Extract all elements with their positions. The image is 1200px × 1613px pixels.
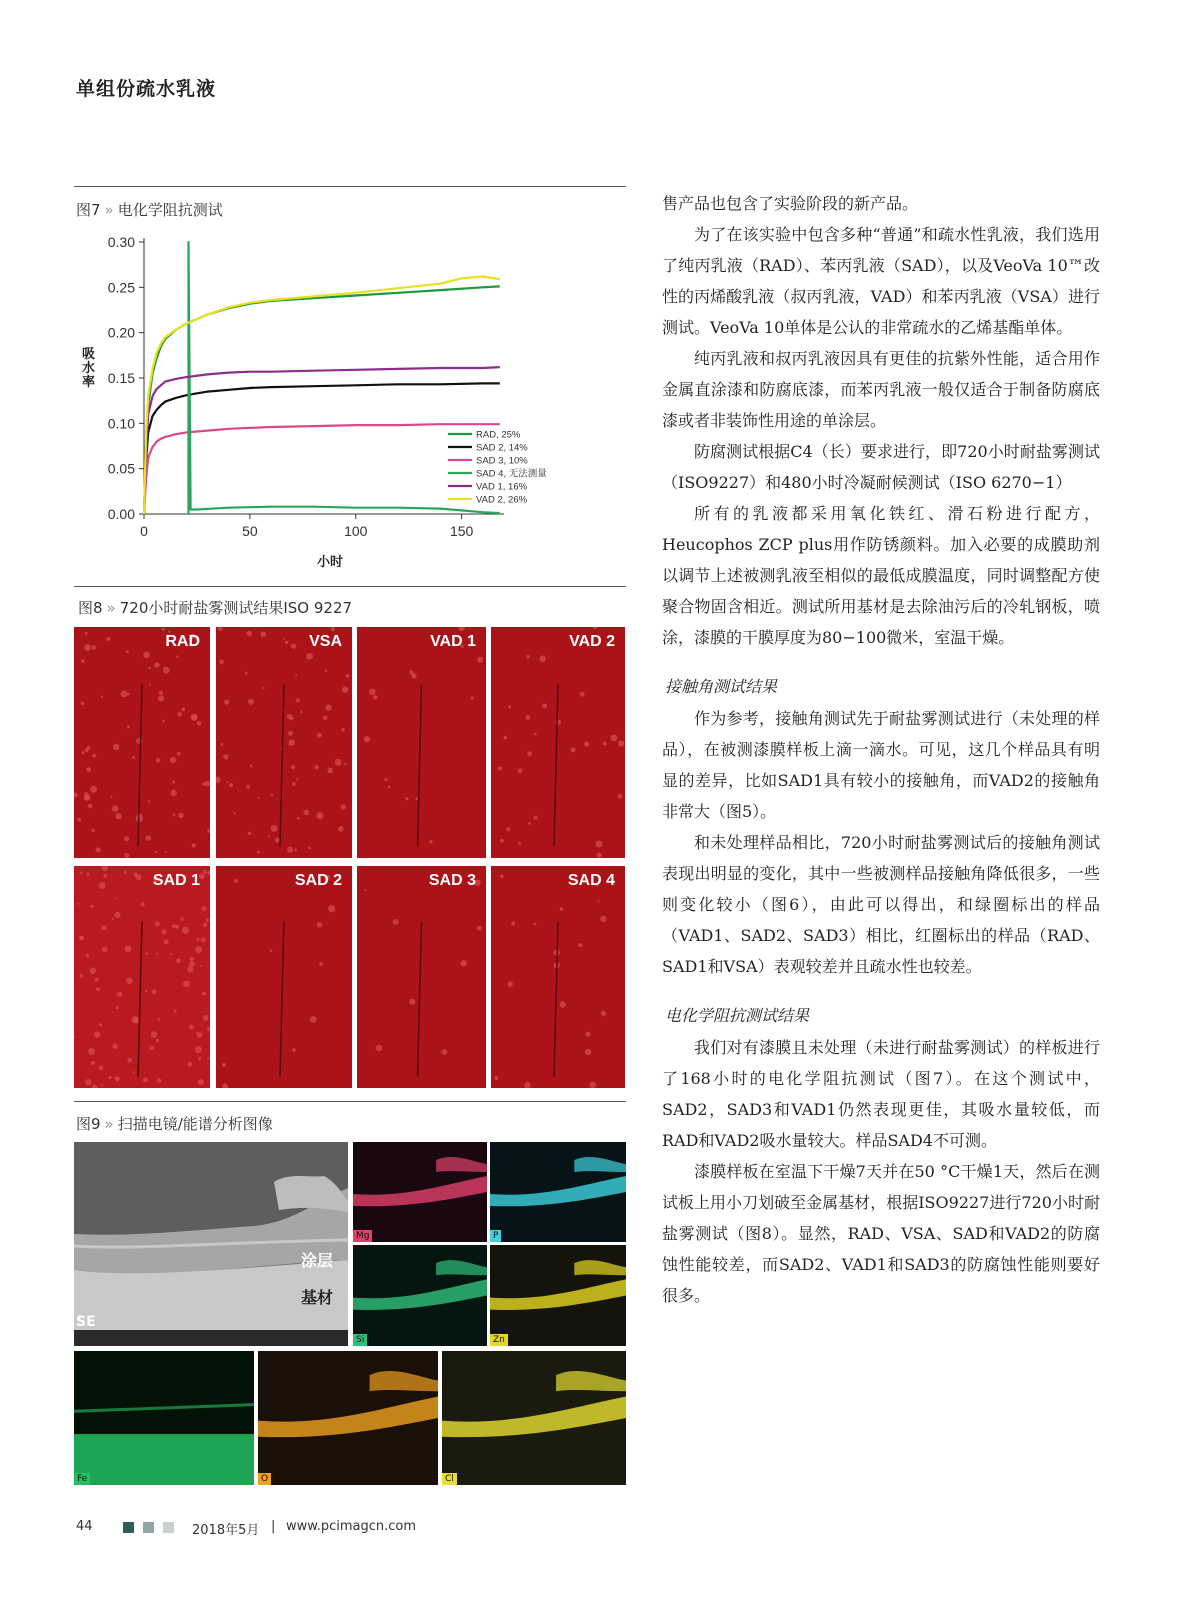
panel-surface-texture	[491, 866, 625, 1088]
edx-element-label: Cl	[442, 1473, 457, 1485]
edx-element-label: O	[258, 1473, 271, 1485]
series-line	[144, 383, 500, 514]
salt-spray-panel-label: VSA	[309, 633, 342, 650]
x-tick-label: 150	[449, 523, 474, 539]
salt-spray-panel	[74, 627, 210, 858]
footer-website: www.pcimagcn.com	[286, 1519, 417, 1534]
edx-map-image	[353, 1142, 487, 1242]
edx-map-si	[353, 1245, 487, 1346]
x-tick-label: 50	[242, 523, 258, 539]
series-line	[144, 277, 500, 515]
figure9-top-rule	[74, 1101, 626, 1102]
article-section-intro	[662, 188, 1100, 653]
se-micrograph-image	[74, 1142, 348, 1346]
figure7-caption-num: 图7	[76, 201, 101, 219]
legend-entry: VAD 1, 16%	[476, 481, 528, 493]
salt-spray-panel-label: SAD 3	[428, 872, 476, 889]
figure8-caption-text: 720小时耐盐雾测试结果ISO 9227	[119, 599, 353, 617]
edx-map-image	[490, 1245, 626, 1346]
figure7-caption-text: 电化学阻抗测试	[117, 201, 223, 219]
article-section-contact-angle	[662, 703, 1100, 982]
edx-map-cl	[442, 1351, 626, 1485]
y-tick-label: 0.15	[107, 370, 135, 386]
article-body-column	[662, 188, 1100, 1311]
edx-map-fe	[74, 1351, 254, 1485]
article-section-impedance	[662, 1032, 1100, 1311]
series-line	[144, 286, 500, 514]
se-substrate-label: 基材	[301, 1288, 334, 1307]
footer-date: 2018年5月	[192, 1523, 260, 1538]
edx-element-label: P	[490, 1230, 501, 1242]
edx-map-mg	[353, 1142, 487, 1242]
salt-spray-panel	[74, 866, 210, 1088]
page-number: 44	[76, 1519, 93, 1534]
edx-map-image	[258, 1351, 438, 1485]
x-tick-label: 0	[140, 523, 148, 539]
edx-element-label: Mg	[353, 1230, 372, 1242]
salt-spray-panel	[357, 627, 486, 858]
salt-spray-panel	[216, 627, 352, 858]
body-paragraph: 为了在该实验中包含多种“普通”和疏水性乳液，我们选用了纯丙乳液（RAD）、苯丙乳液（SAD），以及VeoVa 10™改性的丙烯酸乳液（叔丙乳液，VAD）和苯丙乳液（VSA）进行测试。VeoVa 10单体是公认的非常疏水的乙烯基酯单体。	[662, 225, 1100, 337]
edx-map-image	[490, 1142, 626, 1242]
salt-spray-panel	[357, 866, 486, 1088]
y-axis-label: 吸	[82, 347, 96, 362]
figure8-caption-num: 图8	[78, 599, 103, 617]
se-coating-label: 涂层	[301, 1251, 334, 1270]
body-paragraph: 漆膜样板在室温下干燥7天并在50 °C干燥1天，然后在测试板上用小刀划破至金属基材，根据ISO9227进行720小时耐盐雾测试（图8）。显然，RAD、VSA、SAD和VAD2的防腐蚀性能较差，而SAD2、VAD1和SAD3的防腐蚀性能则要好很多。	[662, 1162, 1100, 1305]
y-tick-label: 0.05	[107, 460, 135, 477]
salt-spray-panel-label: SAD 1	[152, 872, 200, 889]
panel-surface-texture	[357, 627, 486, 858]
panel-surface-texture	[74, 866, 210, 1088]
salt-spray-panel-label: SAD 4	[567, 872, 615, 889]
header-title: 单组份疏水乳液	[76, 78, 217, 100]
caption-arrow-icon: »	[104, 201, 114, 219]
section-heading-impedance: 电化学阻抗测试结果	[665, 1006, 810, 1025]
footer-separator: |	[271, 1519, 276, 1534]
body-paragraph: 售产品也包含了实验阶段的新产品。	[662, 194, 919, 213]
footer-square-icon	[143, 1522, 154, 1533]
figure7-caption	[76, 199, 223, 220]
y-axis-label: 水	[82, 361, 96, 376]
figure9-caption	[76, 1113, 273, 1134]
body-paragraph: 防腐测试根据C4（长）要求进行，即720小时耐盐雾测试（ISO9227）和480小时冷凝耐候测试（ISO 6270−1）	[662, 442, 1100, 492]
panel-surface-texture	[491, 627, 625, 858]
legend-entry: RAD, 25%	[476, 429, 521, 441]
figure9-caption-num: 图9	[76, 1115, 101, 1133]
body-paragraph: 所有的乳液都采用氧化铁红、滑石粉进行配方，Heucophos ZCP plus用作防锈颜料。加入必要的成膜助剂以调节上述被测乳液至相似的最低成膜温度，同时调整配方使聚合物固含相近。测试所用基材是去除油污后的冷轧钢板，喷涂，漆膜的干膜厚度为80−100微米，室温干燥。	[662, 504, 1100, 647]
x-tick-label: 100	[344, 523, 368, 539]
salt-spray-panel	[491, 627, 625, 858]
y-tick-label: 0.30	[107, 234, 135, 250]
edx-map-zn	[490, 1245, 626, 1346]
se-micrograph	[74, 1142, 348, 1346]
edx-map-p	[490, 1142, 626, 1242]
panel-surface-texture	[357, 866, 486, 1088]
edx-map-image	[74, 1351, 254, 1485]
se-label: SE	[76, 1314, 96, 1330]
salt-spray-panel	[491, 866, 625, 1088]
legend-entry: SAD 3, 10%	[476, 455, 528, 467]
figure8-caption	[78, 597, 352, 618]
series-line	[144, 367, 500, 514]
y-tick-label: 0.00	[107, 506, 135, 522]
legend-entry: SAD 4, 无法测量	[476, 468, 547, 480]
caption-arrow-icon: »	[104, 1115, 114, 1133]
salt-spray-panel-label: VAD 2	[569, 633, 615, 650]
panel-surface-texture	[74, 627, 210, 858]
legend-entry: VAD 2, 26%	[476, 494, 528, 506]
body-paragraph: 和未处理样品相比，720小时耐盐雾测试后的接触角测试表现出明显的变化，其中一些被测样品接触角降低很多，一些则变化较小（图6），由此可以得出，和绿圈标出的样品（VAD1、SAD2、SAD3）相比，红圈标出的样品（RAD、SAD1和VSA）表观较差并且疏水性也较差。	[662, 833, 1100, 976]
figure7-top-rule	[74, 186, 626, 187]
edx-element-label: Fe	[74, 1473, 90, 1485]
y-tick-label: 0.10	[107, 415, 135, 432]
salt-spray-panel	[216, 866, 352, 1088]
water-absorption-line-chart	[74, 222, 626, 578]
edx-map-image	[442, 1351, 626, 1485]
caption-arrow-icon: »	[106, 599, 116, 617]
edx-map-image	[353, 1245, 487, 1346]
panel-surface-texture	[216, 866, 352, 1088]
salt-spray-panel-label: VAD 1	[430, 633, 476, 650]
y-tick-label: 0.25	[107, 279, 135, 296]
salt-spray-panel-label: SAD 2	[294, 872, 342, 889]
salt-spray-panel-label: RAD	[165, 633, 200, 650]
figure9-caption-text: 扫描电镜/能谱分析图像	[117, 1115, 273, 1133]
y-axis-label: 率	[82, 375, 96, 390]
figure8-top-rule	[74, 586, 626, 587]
edx-element-label: Zn	[490, 1334, 508, 1346]
footer-square-icon	[163, 1522, 174, 1533]
body-paragraph: 我们对有漆膜且未处理（未进行耐盐雾测试）的样板进行了168小时的电化学阻抗测试（图7）。在这个测试中，SAD2，SAD3和VAD1仍然表现更佳，其吸水量较低，而RAD和VAD2吸水量较大。样品SAD4不可测。	[662, 1038, 1100, 1150]
edx-map-o	[258, 1351, 438, 1485]
section-heading-contact-angle: 接触角测试结果	[665, 677, 778, 696]
y-tick-label: 0.20	[107, 324, 135, 341]
x-axis-label: 小时	[316, 555, 344, 570]
edx-element-label: Si	[353, 1334, 367, 1346]
footer-square-icon	[123, 1522, 134, 1533]
panel-surface-texture	[216, 627, 352, 858]
series-line	[144, 424, 500, 514]
body-paragraph: 作为参考，接触角测试先于耐盐雾测试进行（未处理的样品），在被测漆膜样板上滴一滴水。可见，这几个样品具有明显的差异，比如SAD1具有较小的接触角，而VAD2的接触角非常大（图5）。	[662, 709, 1100, 821]
body-paragraph: 纯丙乳液和叔丙乳液因具有更佳的抗紫外性能，适合用作金属直涂漆和防腐底漆，而苯丙乳液一般仅适合于制备防腐底漆或者非装饰性用途的单涂层。	[662, 349, 1100, 430]
legend-entry: SAD 2, 14%	[476, 442, 528, 454]
